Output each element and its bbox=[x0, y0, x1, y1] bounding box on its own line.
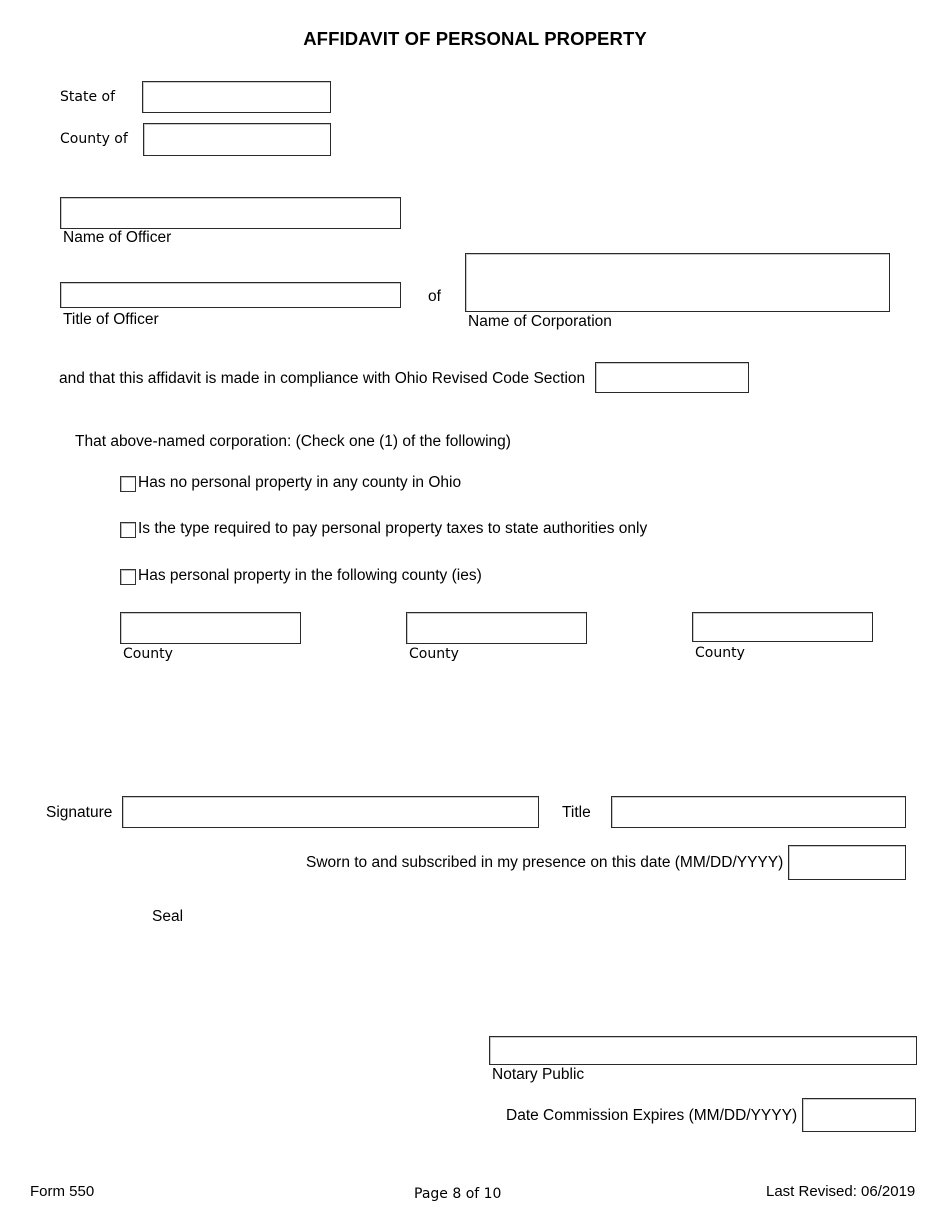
option-label-no-property: Has no personal property in any county in Ohio bbox=[138, 474, 462, 491]
state-label: State of bbox=[60, 89, 116, 105]
commission-date-field[interactable] bbox=[802, 1098, 916, 1132]
commission-label: Date Commission Expires (MM/DD/YYYY) bbox=[506, 1107, 798, 1124]
officer-title-field[interactable] bbox=[60, 282, 401, 308]
sworn-date-field[interactable] bbox=[788, 845, 906, 880]
option-label-state-only: Is the type required to pay personal property taxes to state authorities only bbox=[138, 520, 648, 537]
notary-label: Notary Public bbox=[492, 1066, 585, 1083]
county-label-2: County bbox=[409, 646, 459, 662]
officer-title-label: Title of Officer bbox=[63, 311, 159, 328]
county-label: County of bbox=[60, 131, 128, 147]
county-field[interactable] bbox=[143, 123, 331, 156]
corporation-field[interactable] bbox=[465, 253, 890, 312]
option-checkbox-no-property[interactable] bbox=[120, 476, 136, 492]
officer-name-label: Name of Officer bbox=[63, 229, 172, 246]
corporation-label: Name of Corporation bbox=[468, 313, 612, 330]
check-instruction: That above-named corporation: (Check one (1) of the following) bbox=[75, 433, 511, 450]
county-field-2[interactable] bbox=[406, 612, 587, 644]
option-checkbox-has-property[interactable] bbox=[120, 569, 136, 585]
county-label-1: County bbox=[123, 646, 173, 662]
option-checkbox-state-only[interactable] bbox=[120, 522, 136, 538]
sig-title-field[interactable] bbox=[611, 796, 906, 828]
signature-field[interactable] bbox=[122, 796, 539, 828]
county-field-3[interactable] bbox=[692, 612, 873, 642]
footer-revised: Last Revised: 06/2019 bbox=[766, 1183, 916, 1200]
option-label-has-property: Has personal property in the following county (ies) bbox=[138, 567, 482, 584]
compliance-text: and that this affidavit is made in compliance with Ohio Revised Code Section bbox=[59, 370, 586, 387]
sworn-text: Sworn to and subscribed in my presence on this date (MM/DD/YYYY) bbox=[306, 854, 784, 871]
officer-name-field[interactable] bbox=[60, 197, 401, 229]
code-section-field[interactable] bbox=[595, 362, 749, 393]
of-label: of bbox=[428, 288, 441, 305]
footer-form-number: Form 550 bbox=[30, 1183, 95, 1200]
sig-title-label: Title bbox=[562, 804, 591, 821]
form-title: AFFIDAVIT OF PERSONAL PROPERTY bbox=[303, 28, 647, 49]
county-label-3: County bbox=[695, 645, 745, 661]
footer-page: Page 8 of 10 bbox=[414, 1186, 502, 1202]
state-field[interactable] bbox=[142, 81, 331, 113]
county-field-1[interactable] bbox=[120, 612, 301, 644]
seal-label: Seal bbox=[152, 908, 184, 925]
signature-label: Signature bbox=[46, 804, 113, 821]
notary-field[interactable] bbox=[489, 1036, 917, 1065]
